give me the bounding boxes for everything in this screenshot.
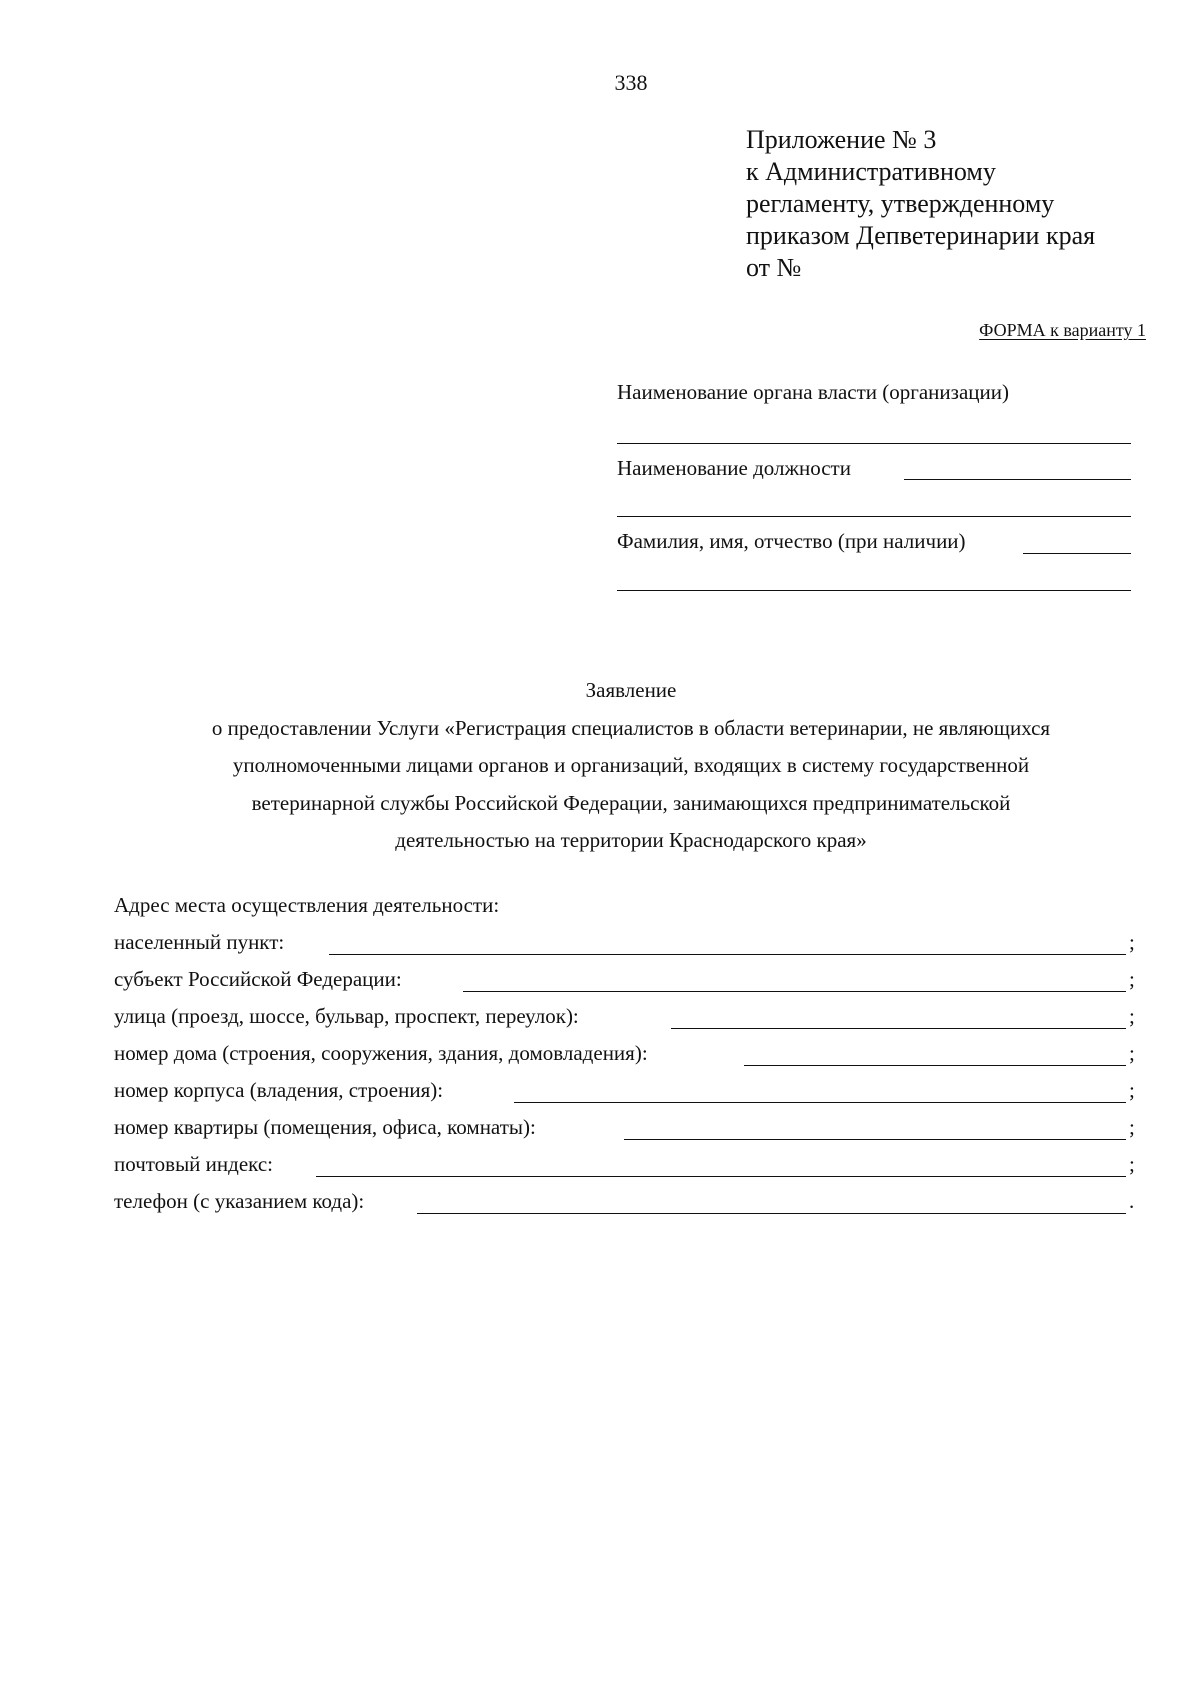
authority-input-line[interactable]	[617, 443, 1131, 444]
field-label-building: номер корпуса (владения, строения):	[114, 1078, 444, 1102]
appendix-line: к Административному	[746, 157, 996, 186]
position-input-line[interactable]	[904, 479, 1131, 480]
address-heading: Адрес места осуществления деятельности:	[114, 893, 500, 917]
apartment-input-line[interactable]	[624, 1139, 1126, 1140]
field-end: ;	[1129, 1004, 1135, 1028]
street-input-line[interactable]	[671, 1028, 1126, 1029]
field-label-postcode: почтовый индекс:	[114, 1152, 273, 1176]
appendix-line: приказом Депветеринарии края	[746, 221, 1096, 250]
field-end: ;	[1129, 930, 1135, 954]
field-end: ;	[1129, 967, 1135, 991]
title-line: деятельностью на территории Краснодарского края»	[395, 828, 867, 852]
title-line: уполномоченными лицами органов и организаций, входящих в систему государственной	[232, 753, 1030, 777]
page-number: 338	[614, 70, 648, 95]
building-input-line[interactable]	[514, 1102, 1126, 1103]
title-line: о предоставлении Услуги «Регистрация специалистов в области ветеринарии, не являющихся	[211, 715, 1051, 740]
field-end: ;	[1129, 1152, 1135, 1176]
field-label-phone: телефон (с указанием кода):	[114, 1189, 365, 1213]
form-variant-label: ФОРМА к варианту 1	[979, 320, 1146, 340]
fullname-input-line-2[interactable]	[617, 590, 1131, 591]
authority-label: Наименование органа власти (организации)	[617, 380, 1009, 404]
field-label-region: субъект Российской Федерации:	[114, 967, 402, 991]
appendix-line: от №	[746, 253, 802, 282]
field-label-street: улица (проезд, шоссе, бульвар, проспект, переулок):	[114, 1004, 579, 1028]
field-end: ;	[1129, 1041, 1135, 1065]
appendix-header	[746, 124, 1095, 284]
postcode-input-line[interactable]	[316, 1176, 1126, 1177]
appendix-line: регламенту, утвержденному	[746, 189, 1055, 218]
field-end: ;	[1129, 1078, 1135, 1102]
application-title	[0, 672, 1200, 860]
position-input-line-2[interactable]	[617, 516, 1131, 517]
phone-input-line[interactable]	[417, 1213, 1126, 1214]
field-label-settlement: населенный пункт:	[114, 930, 285, 954]
region-input-line[interactable]	[463, 991, 1126, 992]
house-input-line[interactable]	[744, 1065, 1126, 1066]
title-line: ветеринарной службы Российской Федерации, занимающихся предпринимательской	[251, 790, 1011, 815]
fullname-input-line[interactable]	[1023, 553, 1131, 554]
field-end: ;	[1129, 1115, 1135, 1139]
position-label: Наименование должности	[617, 456, 851, 480]
title-heading: Заявление	[585, 678, 677, 702]
field-label-apartment: номер квартиры (помещения, офиса, комнаты):	[114, 1115, 536, 1139]
appendix-line: Приложение № 3	[746, 125, 937, 154]
fullname-label: Фамилия, имя, отчество (при наличии)	[617, 529, 966, 553]
field-label-house: номер дома (строения, сооружения, здания, домовладения):	[114, 1041, 648, 1065]
field-end: .	[1129, 1189, 1135, 1213]
settlement-input-line[interactable]	[329, 954, 1126, 955]
